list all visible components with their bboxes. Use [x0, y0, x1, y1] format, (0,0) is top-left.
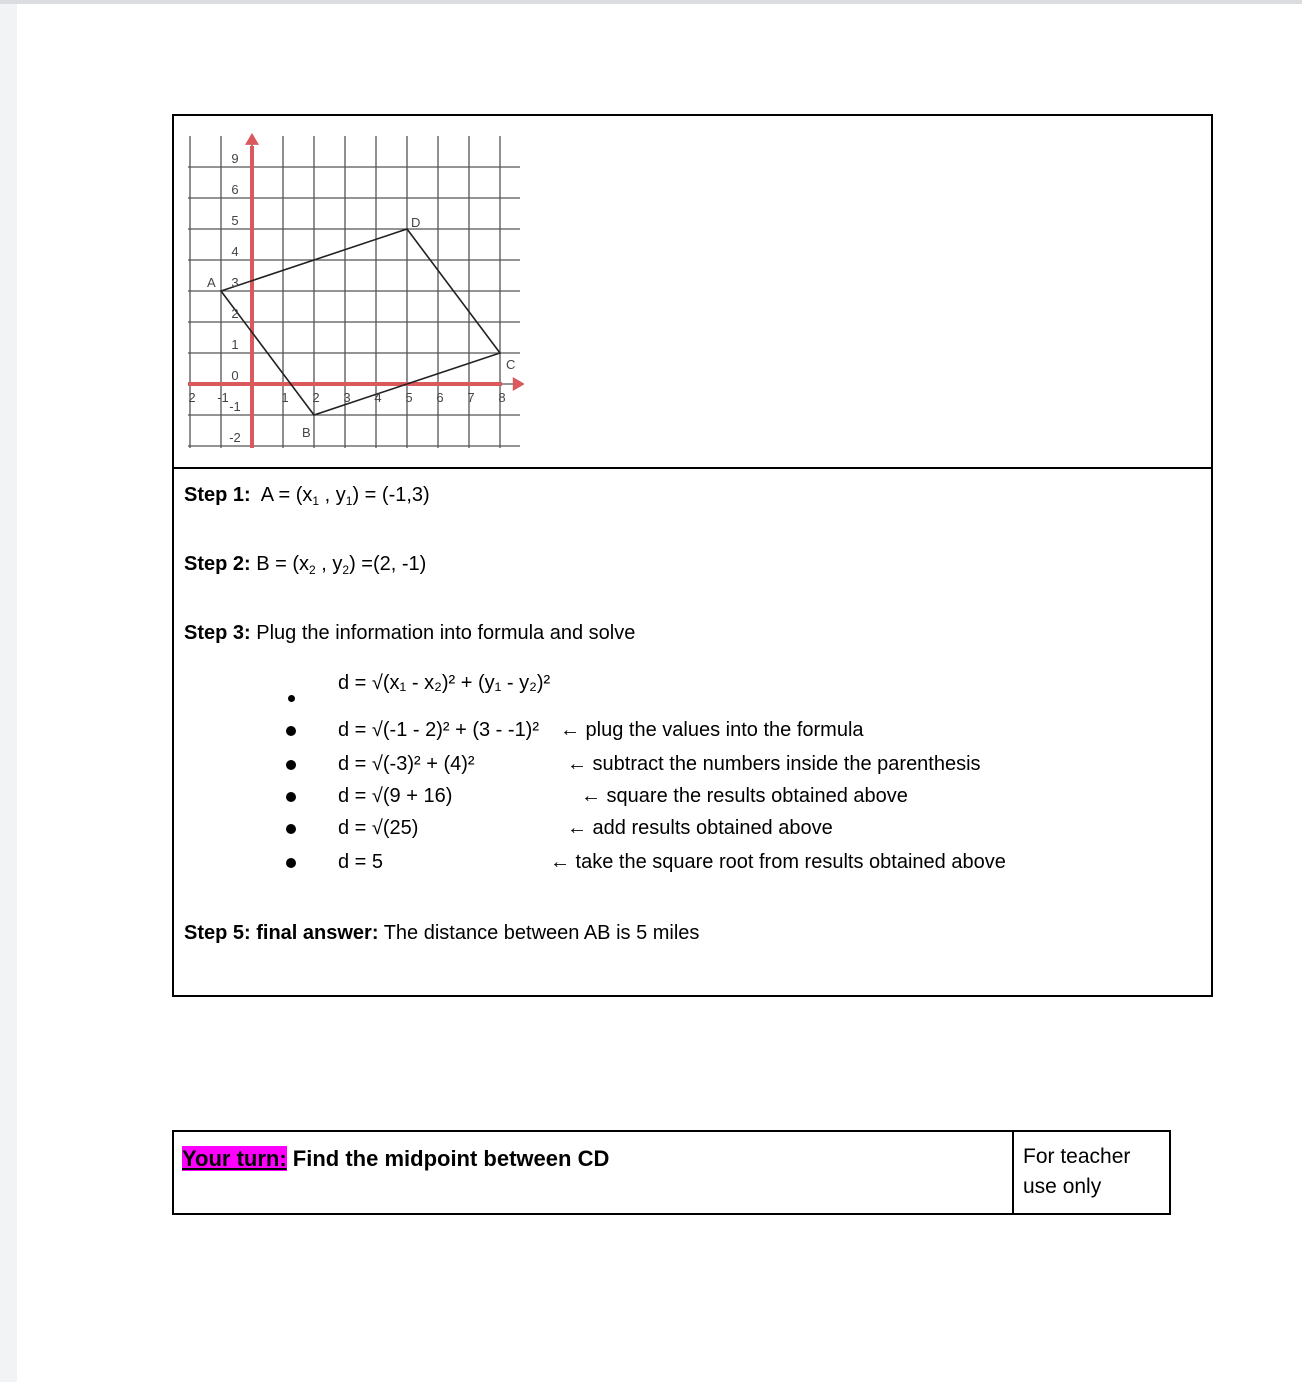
- coordinate-graph: [184, 126, 524, 456]
- step-2: [184, 553, 426, 577]
- point-label-c: C: [506, 357, 516, 372]
- your-turn-highlight: Your turn:: [182, 1146, 287, 1171]
- example-table: [172, 114, 1213, 997]
- list-bullet: [286, 792, 296, 802]
- step-1-label: Step 1:: [184, 484, 251, 506]
- formula-line-2: d = √(-1 - 2)² + (3 - -1)²: [338, 719, 540, 741]
- formula-line-4: d = √(9 + 16): [338, 785, 453, 807]
- y-tick-label: 4: [231, 244, 239, 259]
- y-tick-label: -1: [229, 399, 241, 414]
- step-2-rhs: ) =(2, -1): [349, 553, 427, 575]
- x-tick-label: 4: [374, 390, 382, 405]
- step-5-text: The distance between AB is 5 miles: [383, 922, 700, 944]
- step-1: [184, 484, 430, 508]
- step-1-sub1: 1: [312, 494, 320, 508]
- your-turn-prompt: [182, 1146, 609, 1172]
- formula-note-2: ← plug the values into the formula: [560, 719, 864, 741]
- step-1-rhs: ) = (-1,3): [352, 484, 430, 506]
- step-3: [184, 622, 635, 645]
- y-tick-label: 1: [231, 337, 239, 352]
- x-tick-label: 7: [467, 390, 475, 405]
- x-tick-label: 1: [281, 390, 289, 405]
- step-5-label: Step 5: final answer:: [184, 922, 379, 944]
- formula-line-3: d = √(-3)² + (4)²: [338, 753, 475, 775]
- x-tick-label: 5: [405, 390, 413, 405]
- x-tick-label: -1: [217, 390, 229, 405]
- step-3-text: Plug the information into formula and solve: [256, 622, 636, 644]
- x-tick-label: 2: [188, 390, 196, 405]
- y-tick-label: -2: [229, 430, 241, 445]
- step-1-mid: , y: [319, 484, 346, 506]
- step-3-label: Step 3:: [184, 622, 251, 644]
- y-tick-label: 0: [231, 368, 239, 383]
- formula-note-6: ← take the square root from results obtained above: [550, 851, 1006, 873]
- list-bullet: [286, 858, 296, 868]
- y-tick-label: 9: [231, 151, 239, 166]
- formula-line-6: d = 5: [338, 851, 384, 873]
- y-tick-labels: [229, 151, 241, 445]
- point-label-a: A: [207, 275, 216, 290]
- your-turn-table: [172, 1130, 1171, 1215]
- x-tick-label: 6: [436, 390, 444, 405]
- step-2-label: Step 2:: [184, 553, 251, 575]
- point-label-d: D: [411, 215, 421, 230]
- step-2-lhs: B = (x: [256, 553, 310, 575]
- y-tick-label: 6: [231, 182, 239, 197]
- x-tick-label: 8: [498, 390, 506, 405]
- y-tick-label: 2: [231, 306, 239, 321]
- list-bullet: [286, 726, 296, 736]
- step-2-sub2: 2: [342, 563, 350, 577]
- step-2-sub1: 2: [309, 563, 316, 577]
- list-bullet: [286, 824, 296, 834]
- y-tick-label: 5: [231, 213, 239, 228]
- point-label-b: B: [302, 425, 311, 440]
- y-tick-label: 3: [231, 275, 239, 290]
- step-5: [184, 922, 699, 945]
- step-1-sub2: 1: [345, 494, 353, 508]
- formula-note-4: ← square the results obtained above: [581, 785, 908, 807]
- your-turn-text: Find the midpoint between CD: [286, 1146, 610, 1171]
- x-axis-arrow: [513, 377, 524, 391]
- column-divider: [1012, 1132, 1014, 1213]
- graph-cell: [174, 116, 1211, 469]
- list-bullet: [286, 760, 296, 770]
- y-axis-arrow: [245, 133, 259, 145]
- x-tick-label: 3: [343, 390, 351, 405]
- list-bullet: [288, 695, 295, 702]
- teacher-use-note: For teacher use only: [1023, 1145, 1131, 1198]
- formula-line-5: d = √(25): [338, 817, 419, 839]
- x-tick-label: 2: [312, 390, 320, 405]
- formula-note-3: ← subtract the numbers inside the parenthesis: [567, 753, 981, 775]
- step-2-mid: , y: [315, 553, 343, 575]
- formula-note-5: ← add results obtained above: [567, 817, 833, 839]
- formula-line-1: d = √(x₁ - x₂)² + (y₁ - y₂)²: [338, 672, 551, 694]
- step-1-lhs: A = (x: [260, 484, 313, 506]
